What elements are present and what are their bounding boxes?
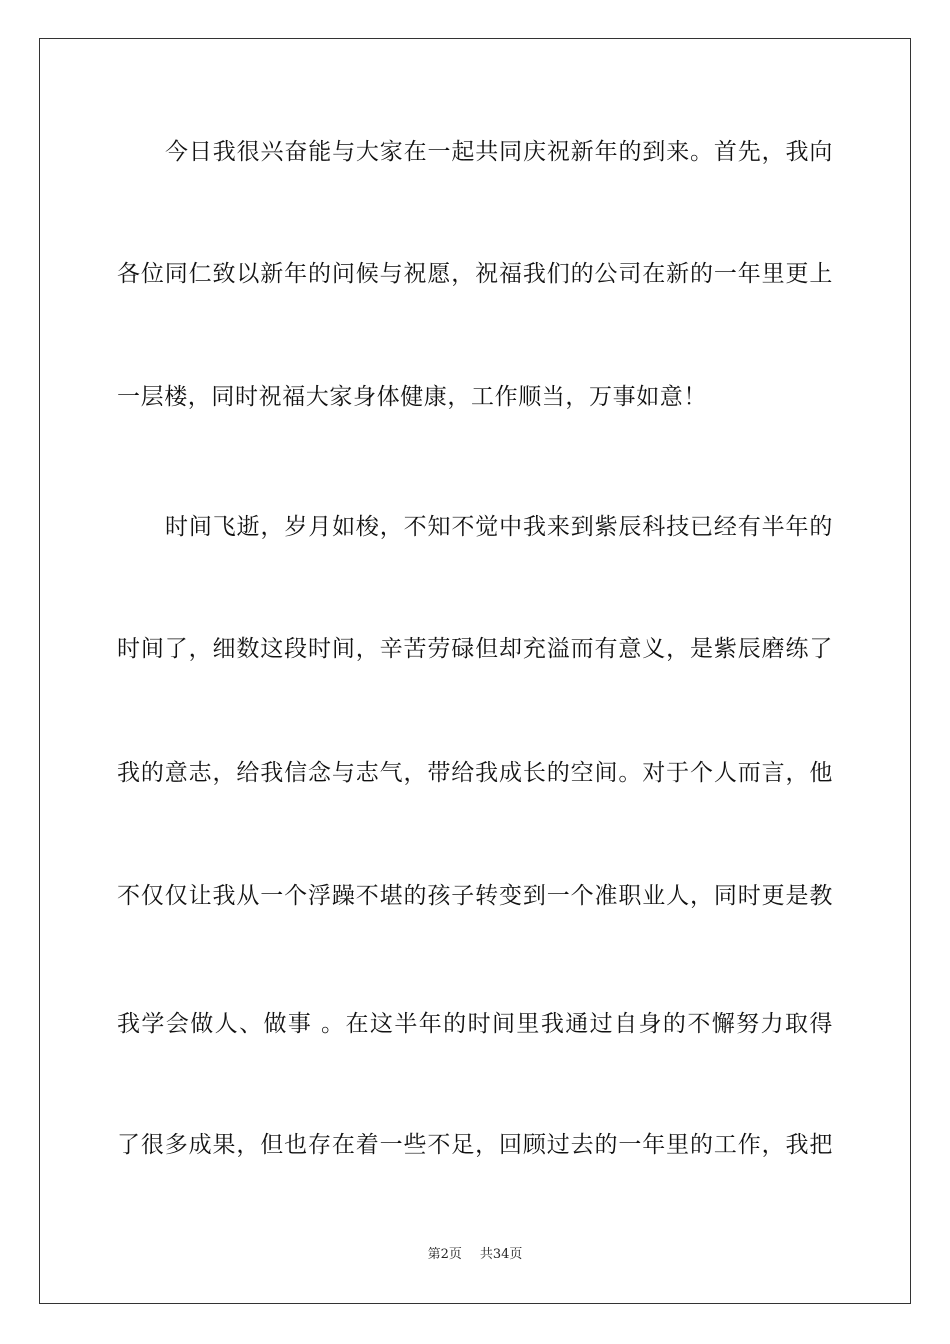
paragraph-2-line-1: 时间飞逝，岁月如梭，不知不觉中我来到紫辰科技已经有半年的 — [165, 514, 833, 540]
paragraph-2-line-4: 不仅仅让我从一个浮躁不堪的孩子转变到一个准职业人，同时更是教 — [117, 883, 833, 909]
paragraph-2-line-5: 我学会做人、做事 。在这半年的时间里我通过自身的不懈努力取得 — [117, 1011, 833, 1037]
paragraph-1-line-2: 各位同仁致以新年的问候与祝愿，祝福我们的公司在新的一年里更上 — [117, 261, 833, 287]
paragraph-2-line-3: 我的意志，给我信念与志气，带给我成长的空间。对于个人而言，他 — [117, 760, 833, 786]
page-total: 共34页 — [479, 1247, 523, 1262]
page-footer — [0, 1246, 950, 1264]
paragraph-1-line-1: 今日我很兴奋能与大家在一起共同庆祝新年的到来。首先，我向 — [165, 139, 833, 165]
paragraph-2-line-2: 时间了，细数这段时间，辛苦劳碌但却充溢而有意义，是紫辰磨练了 — [117, 636, 833, 662]
paragraph-2-line-6: 了很多成果，但也存在着一些不足，回顾过去的一年里的工作，我把 — [117, 1132, 833, 1158]
page-border — [39, 38, 911, 1304]
page-number: 第2页 — [427, 1247, 462, 1262]
paragraph-1-line-3: 一层楼，同时祝福大家身体健康，工作顺当，万事如意！ — [117, 384, 707, 410]
